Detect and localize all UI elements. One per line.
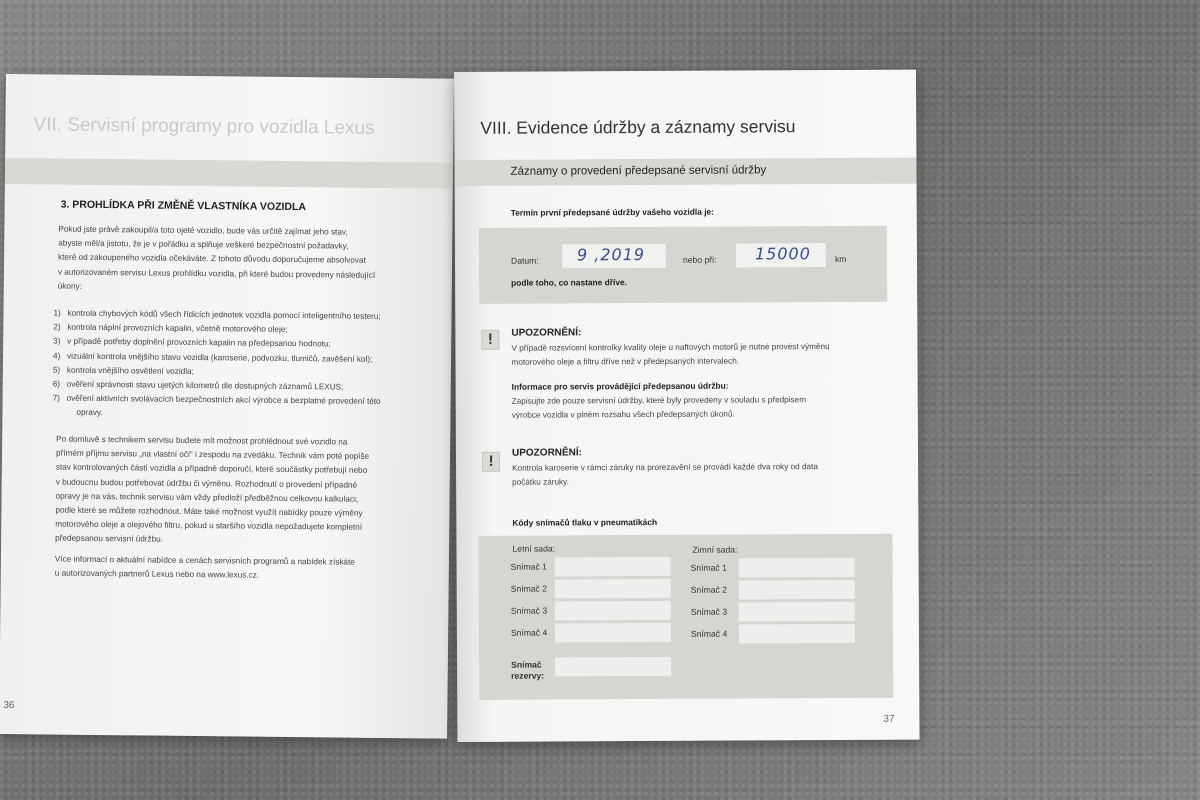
text-line: V případě rozsvícení kontrolky kvality oleje u naftových motorů je nutné provést výměnu (511, 342, 830, 353)
text-line: přímém příjmu servisu „na vlastní oči" i zespodu na zvedáku. Technik vám poté popíše (55, 448, 370, 462)
left-page (0, 74, 454, 739)
km-label: km (834, 253, 847, 265)
text-line: Zapisujte zde pouze servisní údržby, které byly provedeny v souladu s předpisem (511, 395, 807, 406)
list-item: 1) kontrola chybových kódů všech řídicích jednotek vozidla pomocí inteligentního testeru; (53, 308, 381, 321)
warning-icon: ! (482, 452, 500, 472)
summer-sensor-field[interactable] (555, 557, 671, 577)
text-line: úkony: (57, 281, 82, 291)
paragraph-more-info (55, 553, 415, 585)
text-line: Více informací o aktuální nabídce a cenách servisních programů a nabídek získáte (54, 554, 355, 567)
list-item: 3) v případě potřeby doplnění provozních kapalin na předepsanou hodnotu; (53, 336, 331, 349)
text-line: výrobce vozidla v plném rozsahu všech předepsaných úkonů. (511, 409, 735, 420)
km-handwritten: 15000 (754, 244, 811, 264)
sensor-label: Snímač 2 (690, 584, 728, 595)
text-line: které od zakoupeného vozidla očekáváte. Z tohoto důvodu doporučujeme absolvovat (58, 252, 366, 266)
right-page (454, 70, 920, 742)
summer-sensor-field[interactable] (555, 623, 671, 643)
warning-title: UPOZORNĚNÍ: (511, 447, 583, 459)
text-line: abyste měl/a jistotu, že je v pořádku a splňuje veškeré bezpečnostní požadavky, (58, 238, 349, 251)
text-line: u autorizovaných partnerů Lexus nebo na www.lexus.cz. (54, 568, 260, 580)
text-line: podle které se můžete rozhodnout. Máte také možnost využít nabídky pouze výměny (55, 505, 363, 518)
page-number: 37 (883, 713, 895, 725)
winter-sensor-field[interactable] (739, 580, 855, 600)
datum-handwritten: 9 ,2019 (576, 245, 646, 265)
page-title: VIII. Evidence údržby a záznamy servisu (480, 116, 796, 138)
spare-sensor-label: Snímač (511, 659, 542, 670)
summer-set-label: Letní sada: (512, 543, 556, 554)
list-item: 2) kontrola náplní provozních kapalin, včetně motorového oleje; (53, 322, 288, 335)
sensor-label: Snímač 3 (690, 606, 728, 617)
tpms-title: Kódy snímačů tlaku v pneumatikách (512, 516, 658, 528)
text-line: Po domluvě s technikem servisu budete mít možnost prohlédnout své vozidlo na (56, 434, 348, 447)
sensor-label: Snímač 1 (690, 562, 727, 573)
summer-sensor-field[interactable] (555, 579, 671, 599)
text-line: opravy je na vás, technik servisu vám vždy předloží předběžnou celkovou kalkulaci, (55, 491, 359, 504)
page-number: 36 (3, 700, 15, 712)
list-item: 6) ověření správnosti stavu ujetých kilometrů dle dostupných záznamů LEXUS; (52, 379, 344, 392)
nebo-label: nebo při: (682, 254, 717, 265)
list-item: 7) ověření aktivních svolávacích bezpečnostních akcí výrobce a bezplatné provedení této (52, 393, 381, 407)
section-band-label: Záznamy o provedení předepsané servisní údržby (510, 164, 767, 178)
section-heading: 3. PROHLÍDKA PŘI ZMĚNĚ VLASTNÍKA VOZIDLA (60, 198, 307, 214)
sensor-label: Snímač 3 (510, 605, 548, 616)
sensor-label: Snímač 1 (510, 561, 547, 572)
text-line: v autorizovaném servisu Lexus prohlídku vozidla, při které budou provedeny následující (57, 267, 376, 280)
inspection-list (52, 307, 413, 424)
text-line: Kontrola karoserie v rámci záruky na prorezavění se provádí každé dva roky od data (512, 462, 818, 473)
sensor-label: Snímač 4 (690, 628, 728, 639)
section-band (5, 158, 453, 189)
winter-sensor-field[interactable] (739, 624, 855, 644)
info-text (512, 393, 882, 422)
whichever-first-text: podle toho, co nastane dříve. (511, 277, 628, 288)
warning-title: UPOZORNĚNÍ: (511, 327, 582, 339)
warning-icon: ! (481, 330, 499, 350)
ghost-title: VII. Servisní programy pro vozidla Lexus (33, 114, 375, 139)
list-item: opravy. (76, 408, 103, 418)
summer-sensor-field[interactable] (555, 601, 671, 621)
winter-sensor-field[interactable] (739, 558, 855, 578)
first-service-label: Termín první předepsané údržby vašeho vozidla je: (510, 206, 714, 218)
info-title: Informace pro servis provádějící předepsanou údržbu: (511, 380, 729, 392)
text-line: stav kontrolovaných částí vozidla a případně doporučí, které součástky potřebují nebo (55, 462, 368, 476)
warning-text (512, 460, 882, 489)
list-item: 4) vizuální kontrola vnějšího stavu vozidla (karoserie, podvozku, tlumičů, zavěšení kol); (53, 351, 373, 364)
winter-sensor-field[interactable] (739, 602, 855, 622)
spare-sensor-label: rezervy: (511, 670, 545, 681)
text-line: motorového oleje a filtru dříve než v předepsaných intervalech. (511, 356, 740, 367)
text-line: v budoucnu budou potřebovat údržbu či výměnu. Rozhodnutí o provedení případné (55, 477, 358, 490)
text-line: předepsanou servisní údržbu. (55, 533, 164, 545)
winter-set-label: Zimní sada: (692, 544, 738, 555)
sensor-label: Snímač 2 (510, 583, 548, 594)
list-item: 5) kontrola vnějšího osvětlení vozidla; (52, 365, 194, 376)
spare-sensor-field[interactable] (555, 657, 671, 677)
sensor-label: Snímač 4 (510, 627, 548, 638)
text-line: počátku záruky. (512, 476, 569, 487)
text-line: motorového oleje a olejového filtru, pokud u staršího vozidla nepožadujete kompletní (55, 519, 363, 532)
datum-label: Datum: (510, 255, 539, 266)
intro-paragraph (58, 223, 419, 298)
warning-text (511, 340, 881, 369)
text-line: Pokud jste právě zakoupil/a toto ojeté vozidlo, bude vás určitě zajímat jeho stav, (58, 224, 348, 237)
paragraph-technician (55, 433, 416, 550)
